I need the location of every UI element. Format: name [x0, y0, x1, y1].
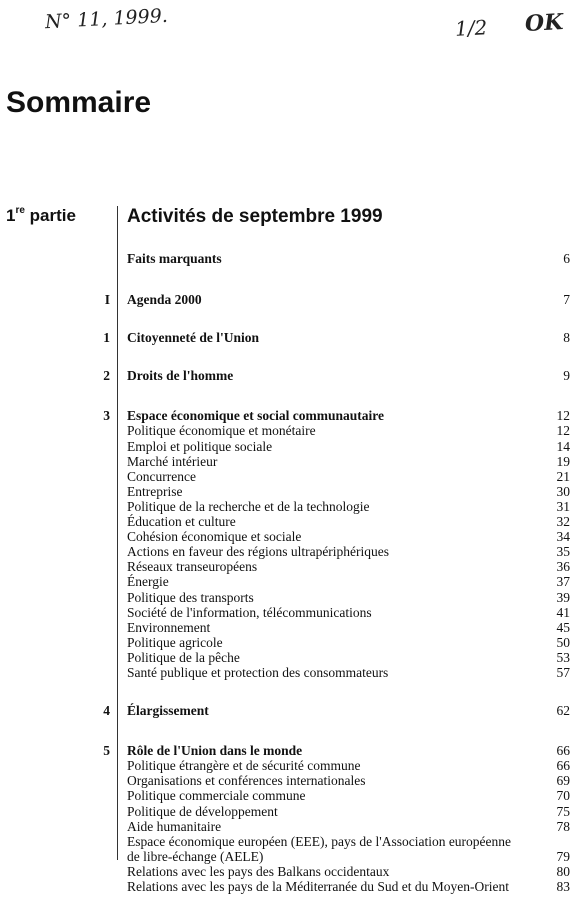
toc-entry-row — [80, 605, 570, 620]
toc-entry-label: Élargissement — [127, 703, 209, 719]
toc-entry-label: Politique des transports — [127, 589, 254, 605]
toc-page-number: 69 — [556, 773, 570, 789]
toc-heading-row — [80, 703, 570, 718]
toc-entry-row — [80, 484, 570, 499]
toc-page-number: 31 — [556, 498, 570, 514]
toc-entry-row — [80, 804, 570, 819]
toc-entry-label: Réseaux transeuropéens — [127, 559, 258, 575]
toc-entry-label: Éducation et culture — [127, 514, 236, 530]
toc-entry-label: Politique de la recherche et de la technologie — [127, 498, 370, 514]
toc-entry-label: Politique économique et monétaire — [127, 423, 316, 439]
page-title: Sommaire — [6, 86, 152, 119]
toc-page-number: 41 — [556, 604, 570, 620]
toc-entry-label: Organisations et conférences internationales — [127, 773, 366, 789]
toc-entry-label: Actions en faveur des régions ultrapériphériques — [127, 544, 390, 560]
toc-entry-row — [80, 665, 570, 680]
toc-heading-row — [80, 743, 570, 758]
toc-entry-row — [80, 469, 570, 484]
toc-page-number: 80 — [556, 863, 570, 879]
toc-page-number: 66 — [556, 743, 570, 759]
toc-chapter-number: 3 — [103, 408, 110, 424]
toc-page-number: 35 — [556, 544, 570, 560]
toc-entry-label: Santé publique et protection des consommateurs — [127, 664, 389, 680]
toc-entry-row — [80, 635, 570, 650]
toc-entry-row — [80, 423, 570, 438]
toc-entry-label: Marché intérieur — [127, 453, 218, 469]
toc-entry-row — [80, 529, 570, 544]
toc-page-number: 34 — [556, 529, 570, 545]
toc-entry-row — [80, 499, 570, 514]
toc-page-number: 78 — [556, 818, 570, 834]
toc-entry-row — [80, 514, 570, 529]
part-label-sup: re — [15, 205, 25, 216]
toc-entry-label: Citoyenneté de l'Union — [127, 330, 260, 346]
toc-page-number: 66 — [556, 758, 570, 774]
toc-entry-label: Agenda 2000 — [127, 292, 202, 308]
section-title: Activités de septembre 1999 — [127, 206, 383, 227]
toc-page-number: 7 — [563, 292, 570, 308]
toc-entry-label: Entreprise — [127, 483, 183, 499]
toc-page-number: 37 — [556, 574, 570, 590]
toc-heading-row — [80, 292, 570, 307]
toc-entry-label: Espace économique européen (EEE), pays de l'Association européenne — [127, 833, 512, 849]
toc-entry-row — [80, 559, 570, 574]
toc-page-number: 6 — [563, 251, 570, 266]
part-label-suffix: partie — [24, 206, 76, 225]
toc-entry-label: Politique de développement — [127, 803, 278, 819]
toc-page-number: 83 — [556, 879, 570, 894]
toc-page-number: 39 — [556, 589, 570, 605]
toc-page-number: 79 — [556, 848, 570, 864]
toc-entry-label: Droits de l'homme — [127, 368, 234, 384]
toc-entry-row — [80, 454, 570, 469]
toc-page-number: 21 — [556, 468, 570, 484]
toc-entry-row — [80, 788, 570, 803]
toc-entry-label: Politique de la pêche — [127, 649, 240, 665]
toc-entry-label: Aide humanitaire — [127, 818, 222, 834]
toc-entry-row — [80, 650, 570, 665]
toc-heading-row — [80, 368, 570, 383]
toc-page-number: 30 — [556, 483, 570, 499]
toc-chapter-number: 5 — [103, 743, 110, 759]
toc-entry-label: Politique agricole — [127, 634, 223, 650]
toc-page-number: 8 — [563, 330, 570, 346]
toc-entry-label: de libre-échange (AELE) — [127, 848, 264, 864]
toc-page-number: 19 — [556, 453, 570, 469]
table-of-contents — [80, 251, 570, 894]
toc-entry-label: Cohésion économique et sociale — [127, 529, 302, 545]
toc-entry-row — [80, 834, 570, 849]
toc-page-number: 57 — [556, 664, 570, 680]
toc-entry-row — [80, 590, 570, 605]
toc-entry-row — [80, 849, 570, 864]
toc-heading-row — [80, 330, 570, 345]
toc-entry-row — [80, 544, 570, 559]
toc-entry-label: Emploi et politique sociale — [127, 438, 273, 454]
toc-page-number: 12 — [556, 423, 570, 439]
toc-entry-label: Politique étrangère et de sécurité commune — [127, 758, 361, 774]
toc-page-number: 12 — [556, 408, 570, 424]
toc-entry-row — [80, 620, 570, 635]
toc-entry-label: Espace économique et social communautaire — [127, 408, 384, 424]
toc-entry-row — [80, 879, 570, 894]
toc-entry-label: Rôle de l'Union dans le monde — [127, 743, 303, 759]
toc-page-number: 50 — [556, 634, 570, 650]
toc-page-number: 14 — [556, 438, 570, 454]
toc-entry-label: Politique commerciale commune — [127, 788, 306, 804]
part-label-prefix: 1 — [6, 206, 16, 225]
handwritten-fraction: 1/2 — [454, 15, 488, 41]
toc-heading-row — [80, 408, 570, 423]
toc-entry-label: Environnement — [127, 619, 211, 635]
toc-entry-row — [80, 439, 570, 454]
toc-page-number: 45 — [556, 619, 570, 635]
toc-page-number: 70 — [556, 788, 570, 804]
toc-entry-label: Société de l'information, télécommunications — [127, 604, 372, 620]
toc-entry-label: Faits marquants — [127, 251, 222, 266]
toc-page-number: 36 — [556, 559, 570, 575]
toc-entry-row — [80, 864, 570, 879]
handwritten-reference: N° 11, 1999. — [44, 4, 169, 34]
toc-page-number: 62 — [556, 703, 570, 719]
toc-heading-row — [80, 251, 570, 266]
toc-entry-label: Relations avec les pays des Balkans occidentaux — [127, 863, 390, 879]
toc-chapter-number: I — [104, 292, 110, 308]
toc-chapter-number: 2 — [103, 368, 110, 384]
toc-chapter-number: 1 — [103, 330, 110, 346]
toc-page-number: 32 — [556, 514, 570, 530]
handwritten-ok: OK — [524, 9, 564, 37]
toc-chapter-number: 4 — [103, 703, 110, 719]
toc-entry-row — [80, 574, 570, 589]
toc-page-number: 53 — [556, 649, 570, 665]
toc-entry-label: Concurrence — [127, 468, 196, 484]
toc-entry-row — [80, 773, 570, 788]
toc-entry-row — [80, 758, 570, 773]
toc-entry-row — [80, 819, 570, 834]
toc-entry-label: Énergie — [127, 574, 169, 590]
toc-page-number: 9 — [563, 368, 570, 384]
toc-page-number: 75 — [556, 803, 570, 819]
part-label — [6, 206, 76, 226]
toc-entry-label: Relations avec les pays de la Méditerranée du Sud et du Moyen-Orient — [127, 879, 510, 894]
